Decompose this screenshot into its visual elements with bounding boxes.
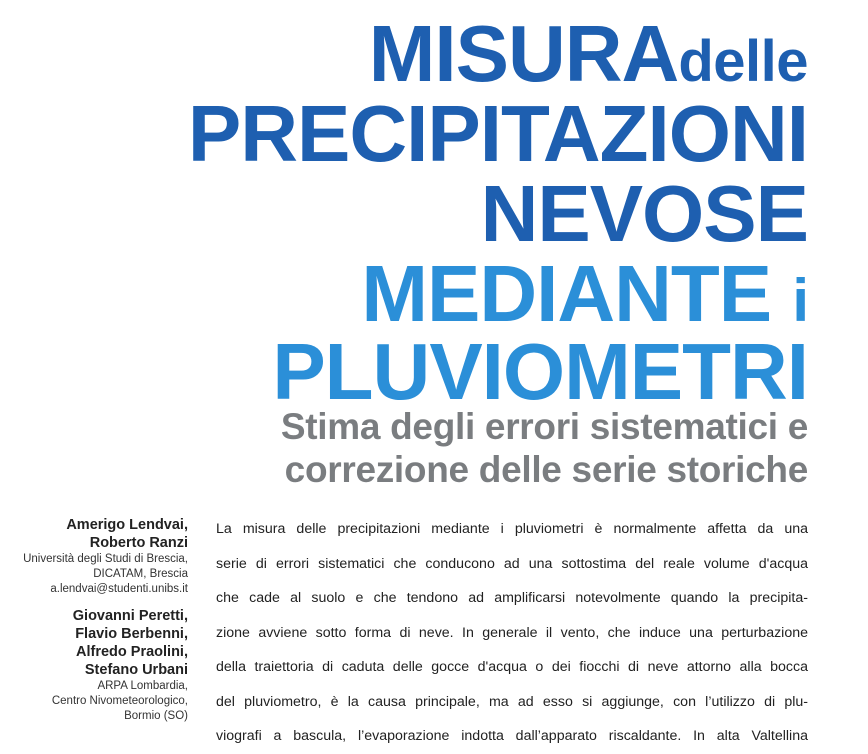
- title-line-3: NEVOSE: [480, 169, 808, 258]
- title-word-mediante: MEDIANTE: [361, 249, 772, 338]
- author-name: Alfredo Praolini,: [76, 644, 188, 660]
- body-line: della traiettoria di caduta delle gocce d'acqua o dei fiocchi di neve attorno alla bocca: [216, 659, 808, 675]
- body-line: che cade al suolo e che tendono ad amplificarsi notevolmente quando la precipita-: [216, 590, 808, 606]
- body-line: del pluviometro, è la causa principale, ma ad esso si aggiunge, con l’utilizzo di plu-: [216, 693, 808, 710]
- author-name: Flavio Berbenni,: [75, 626, 188, 642]
- body-line: viografi a bascula, l’evaporazione indotta dall’apparato riscaldante. In alta Valtellina: [216, 728, 808, 744]
- author-name: Amerigo Lendvai,: [66, 517, 188, 533]
- author-affiliation: Università degli Studi di Brescia,: [23, 553, 188, 565]
- title-line-1: [188, 9, 808, 98]
- author-name: Roberto Ranzi: [89, 535, 188, 551]
- author-name: Stefano Urbani: [84, 662, 188, 678]
- author-affiliation: DICATAM, Brescia: [93, 568, 188, 580]
- author-email: a.lendvai@studenti.unibs.it: [50, 583, 188, 595]
- body-paragraph: [216, 512, 808, 754]
- title-word-misura: MISURA: [368, 9, 679, 98]
- title-line-5: PLUVIOMETRI: [272, 327, 808, 416]
- title-word-i: i: [792, 267, 808, 334]
- article-title: [187, 9, 808, 416]
- author-group-2: [20, 607, 188, 724]
- author-name: Giovanni Peretti,: [72, 608, 188, 624]
- author-group-1: [20, 516, 188, 597]
- author-affiliation: Centro Nivometeorologico,: [51, 695, 188, 707]
- title-line-2: PRECIPITAZIONI: [187, 89, 808, 178]
- author-list: [20, 516, 188, 734]
- subtitle-line-2: correzione delle serie storiche: [284, 449, 808, 490]
- article-subtitle: [281, 405, 808, 491]
- body-line: zione avviene sotto forma di neve. In generale il vento, che induce una perturbazione: [216, 624, 808, 641]
- subtitle-line-1: Stima degli errori sistematici e: [280, 406, 808, 447]
- author-affiliation: Bormio (SO): [124, 710, 188, 722]
- author-affiliation: ARPA Lombardia,: [97, 680, 188, 692]
- body-line: La misura delle precipitazioni mediante i pluviometri è normalmente affetta da una: [216, 521, 808, 537]
- body-line: serie di errori sistematici che conducono ad una sottostima del reale volume d'acqua: [216, 555, 808, 572]
- title-line-4: [188, 249, 808, 338]
- title-word-delle: delle: [678, 29, 808, 94]
